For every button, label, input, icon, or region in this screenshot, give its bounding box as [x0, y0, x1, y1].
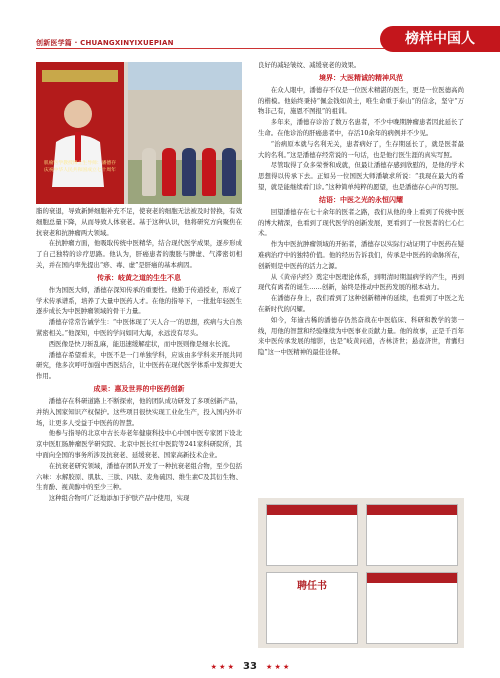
- section-heading: 成果：惠及世界的中医药创新: [93, 384, 185, 393]
- paragraph: 尽管取得了众多荣誉和成就，但最让潘德存感到欣慰的，是他的学术思想得以传承下去。正如另一位国医大师潘敏求所说：“我现在最大的希望，就是能继续看门诊。”这种简单纯粹的愿望，也是潘德存心声的写照。: [258, 161, 464, 191]
- page-number: 33: [243, 661, 257, 672]
- paragraph: 在众人眼中，潘德存不仅是一位医术精湛的医生，更是一位医德高尚的楷模。他始终秉持“佩金钱如黄土，唯生命重于泰山”的信念，坚守“万物非己有，施恩不图报”的祖训。: [258, 85, 464, 116]
- article-column-right: [258, 60, 464, 358]
- paragraph: 这种组合物可广泛地添加于护肤产品中使用，实现: [48, 494, 190, 503]
- section-label: 创新医学篇 · CHUANGXINYIXUEPIAN: [36, 39, 174, 47]
- poster-title-text: 肌瘤医学教授博士生导师：潘德存: [44, 161, 116, 166]
- poster-caption: [42, 160, 118, 174]
- page-header: [0, 0, 500, 56]
- section-heading: 结语：中医之光的永恒闪耀: [319, 195, 403, 204]
- paragraph: 如今，年逾古稀的潘德存仍然奋战在中医临床、科研和教学的第一线，用他的智慧和经验继续为中医事业贡献力量。他的故事，正是千百年来中医传承发展的缩影，也是“岐黄问道，杏林济世；悬壶济世，青囊归隐”这一中医精神的最佳诠释。: [258, 315, 464, 357]
- poster-header: [42, 70, 118, 82]
- certificates-photo: [258, 498, 464, 648]
- paragraph: 在潘德存身上，我们看到了这种创新精神的延续，也看到了中医之光在新时代的闪耀。: [258, 294, 464, 313]
- paragraph: 良好的减轻皱纹、减缓衰老的效果。: [258, 61, 361, 69]
- paragraph: 他参与指导的北京中古长寿老年健康科技中心中国中医专家团下设北京中医肛肠肿瘤医学研究院、北京中医长红中医院等241家科研院所，其中面向全国的事务所涉及抗衰老、延缓衰老、国家高新技术企业。: [36, 429, 242, 459]
- certificate: [266, 572, 358, 644]
- paragraph: 在抗肿瘤方面，他吸取传统中医精华，结合现代医学成果，逐步形成了自己独特的诊疗思路。他认为，肝癌患者的腹胀与脾虚、气滞密切相关，并在国内率先提出“痧、毒、虚”是肝癌的基本病因。: [36, 239, 242, 269]
- star-icon: ★ ★ ★: [210, 663, 234, 671]
- article-column-left: [36, 206, 242, 504]
- feature-photo: [36, 62, 242, 204]
- column-banner: 榜样中国人: [380, 26, 500, 52]
- paragraph: “治病原本就与名利无关，患者病好了，生存期延长了，就是医者最大的名利。”这是潘德存经常说的一句话，也是他行医生涯的真实写照。: [258, 139, 464, 159]
- paragraph: 潘德存常常告诫学生：“中医体现了‘天人合一’的思想，疾病与大自然紧密相关。”他深知，中医的学问如同大海，永远没有尽头。: [36, 318, 242, 337]
- person-figure: [142, 148, 156, 196]
- star-icon: ★ ★ ★: [266, 663, 290, 671]
- paragraph: 潘德存在科研道路上不断探索，他的团队成功研发了多项创新产品，并纳入国家知识产权保护。这些项目很快实现工业化生产，投入国内外市场，让更多人受益于中医药的智慧。: [36, 396, 242, 427]
- paragraph: 作为国医大师，潘德存深知传承的重要性。他勤于传道授业，形成了学术传承谱系，培养了大量中医药人才。在他的指导下，一批批年轻医生逐步成长为中医肿瘤领域的骨干力量。: [36, 285, 242, 316]
- certificate: [366, 504, 458, 566]
- person-figure: [182, 148, 196, 196]
- page-footer: [0, 654, 500, 672]
- paragraph: 在抗衰老研究领域，潘德存团队开发了一种抗衰老组合物，至少包括六味：水解胶原、肌肽、三肽、四肽、麦角硫因、维生素C及其衍生物、生育酚、视黄醇中的至少三种。: [36, 461, 242, 492]
- paragraph: 作为中医抗肿瘤领域的开拓者，潘德存以实际行动证明了中医药在疑难病治疗中的独特价值。他的经历告诉我们，传承是中医药的命脉所在，创新则是中医药的活力之源。: [258, 240, 464, 270]
- poster-subtitle-text: 庆祝中华人民共和国成立七十周年: [44, 168, 116, 173]
- person-figure: [162, 148, 176, 196]
- section-heading: 境界：大医精诚的精神风范: [319, 73, 403, 82]
- group-photo: [128, 62, 242, 204]
- paragraph: 多年来，潘德存诊治了数万名患者，不少中晚期肿瘤患者因此延长了生命。在他诊治的肝癌患者中，存活10余年的病例并不少见。: [258, 118, 464, 137]
- paragraph: 从《黄帝内经》奠定中医理论体系，到明清时期温病学的产生，再到现代有离者的诞生……创新，始终是推动中医药发展的根本动力。: [258, 272, 464, 292]
- certificate: [266, 504, 358, 566]
- person-figure: [202, 148, 216, 196]
- person-figure: [222, 148, 236, 196]
- paragraph: 潘德存希望看来，中医不是一门单独学科，应该由多学科来开展共同研究，他多次呼吁加强中西医结合，让中医药在现代医学体系中发挥更大作用。: [36, 350, 242, 381]
- paragraph: 回望潘德存在七十余年的医者之路，我们从他的身上看到了传统中医的博大精深，也看到了现代医学的创新发展，更看到了一位医者的仁心仁术。: [258, 207, 464, 238]
- certificate: [366, 572, 458, 644]
- paragraph: 脂的衰退，导致新鲜细胞补充不足，使衰老的细胞无法被及时替换，有效细胞总量下降，从而导致人体衰老。基于这种认识，他将研究方向聚焦在抗衰老和抗肿瘤两大领域。: [36, 207, 242, 237]
- certificate-title: 聘任书: [297, 581, 327, 592]
- header-rule: [36, 48, 416, 49]
- portrait-poster: [36, 62, 124, 204]
- section-heading: 传承：岐黄之道的生生不息: [97, 273, 181, 282]
- paragraph: 西医像是快刀斩乱麻，能迅速缓解症状，而中医则像是细水长流。: [48, 339, 235, 348]
